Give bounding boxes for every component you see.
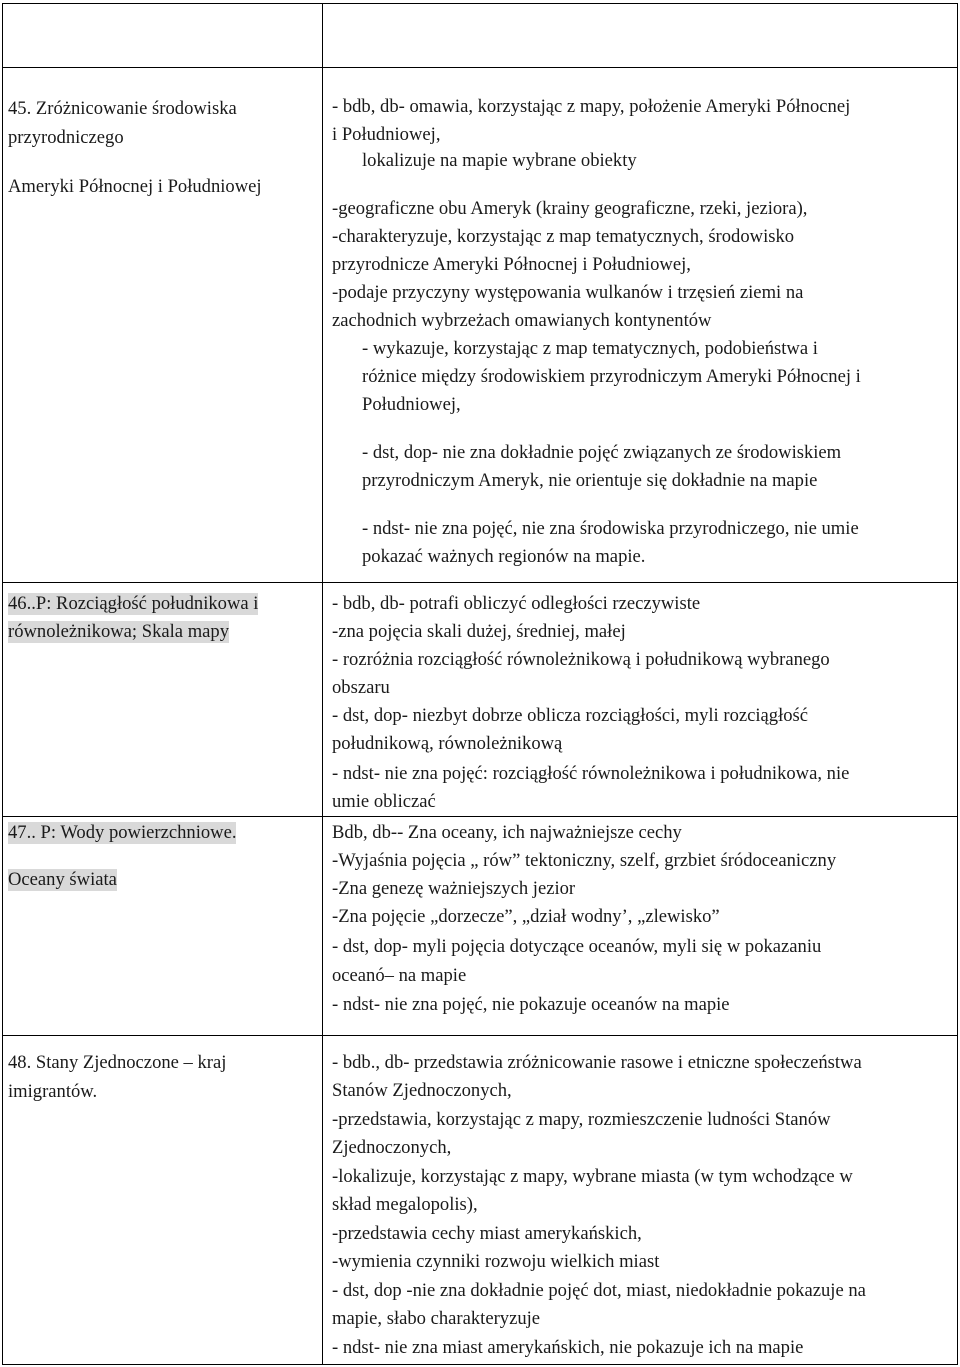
topic-46-line-1: 46..P: Rozciągłość południkowa i [8,593,259,614]
topic-46-line-2: równoleżnikowa; Skala mapy [8,621,230,642]
topic-47-line-1: 47.. P: Wody powierzchniowe. [8,822,237,843]
req-45-line-13: przyrodniczym Ameryk, nie orientuje się dokładnie na mapie [362,470,818,491]
req-48-line-11: - ndst- nie zna miast amerykańskich, nie pokazuje ich na mapie [332,1337,804,1358]
req-45-line-10: różnice między środowiskiem przyrodniczym Ameryki Północnej i [362,366,861,387]
req-48-line-7: -przedstawia cechy miast amerykańskich, [332,1223,642,1244]
req-45-line-6: przyrodnicze Ameryki Północnej i Południowej, [332,254,691,275]
req-48-line-1: - bdb., db- przedstawia zróżnicowanie rasowe i etniczne społeczeństwa [332,1052,862,1073]
req-45-line-5: -charakteryzuje, korzystając z map tematycznych, środowisko [332,226,795,247]
topic-48-line-2: imigrantów. [8,1081,98,1102]
req-46-line-6: południkową, równoleżnikową [332,733,563,754]
req-45-line-9: - wykazuje, korzystając z map tematycznych, podobieństwa i [362,338,818,359]
req-48-line-2: Stanów Zjednoczonych, [332,1080,512,1101]
req-47-line-4: -Zna pojęcie „dorzecze”, „dział wodny’, „zlewisko” [332,906,720,927]
req-45-line-8: zachodnich wybrzeżach omawianych kontynentów [332,310,712,331]
req-47-line-7: - ndst- nie zna pojęć, nie pokazuje oceanów na mapie [332,994,730,1015]
req-45-line-7: -podaje przyczyny występowania wulkanów i trzęsień ziemi na [332,282,804,303]
row-47-bottom-border [2,1035,958,1036]
header-row-bottom-border [2,67,958,68]
req-46-line-1: - bdb, db- potrafi obliczyć odległości rzeczywiste [332,593,701,614]
column-divider [322,3,323,1365]
req-47-line-6: oceanó– na mapie [332,965,467,986]
req-45-line-3: lokalizuje na mapie wybrane obiekty [362,150,637,171]
req-45-line-12: - dst, dop- nie zna dokładnie pojęć związanych ze środowiskiem [362,442,842,463]
req-46-line-3: - rozróżnia rozciągłość równoleżnikową i południkową wybranego [332,649,830,670]
req-48-line-9: - dst, dop -nie zna dokładnie pojęć dot, miast, niedokładnie pokazuje na [332,1280,866,1301]
topic-45-line-2: przyrodniczego [8,127,124,148]
req-48-line-4: Zjednoczonych, [332,1137,452,1158]
row-46-bottom-border [2,816,958,817]
table-left-border [2,3,3,1365]
req-45-line-4: -geograficzne obu Ameryk (krainy geograficzne, rzeki, jeziora), [332,198,808,219]
req-46-line-7: - ndst- nie zna pojęć: rozciągłość równoleżnikowa i południkowa, nie [332,763,850,784]
req-45-line-15: pokazać ważnych regionów na mapie. [362,546,646,567]
req-45-line-2: i Południowej, [332,124,441,145]
req-47-line-2: -Wyjaśnia pojęcia „ rów” tektoniczny, szelf, grzbiet śródoceaniczny [332,850,837,871]
topic-45-line-1: 45. Zróżnicowanie środowiska [8,98,237,119]
req-47-line-3: -Zna genezę ważniejszych jezior [332,878,576,899]
req-48-line-10: mapie, słabo charakteryzuje [332,1308,541,1329]
req-48-line-6: skład megalopolis), [332,1194,478,1215]
req-46-line-5: - dst, dop- niezbyt dobrze oblicza rozciągłości, myli rozciągłość [332,705,809,726]
req-46-line-2: -zna pojęcia skali dużej, średniej, małej [332,621,626,642]
req-48-line-5: -lokalizuje, korzystając z mapy, wybrane miasta (w tym wchodzące w [332,1166,853,1187]
table-bottom-border [2,1364,958,1365]
req-46-line-4: obszaru [332,677,390,698]
req-45-line-1: - bdb, db- omawia, korzystając z mapy, położenie Ameryki Północnej [332,96,851,117]
req-45-line-14: - ndst- nie zna pojęć, nie zna środowiska przyrodniczego, nie umie [362,518,859,539]
table-right-border [957,3,958,1365]
topic-45-line-3: Ameryki Północnej i Południowej [8,176,262,197]
req-48-line-8: -wymienia czynniki rozwoju wielkich miast [332,1251,660,1272]
topic-48-line-1: 48. Stany Zjednoczone – kraj [8,1052,227,1073]
row-45-bottom-border [2,582,958,583]
req-45-line-11: Południowej, [362,394,461,415]
req-47-line-5: - dst, dop- myli pojęcia dotyczące oceanów, myli się w pokazaniu [332,936,822,957]
req-48-line-3: -przedstawia, korzystając z mapy, rozmieszczenie ludności Stanów [332,1109,831,1130]
req-46-line-8: umie obliczać [332,791,436,812]
topic-47-line-2: Oceany świata [8,869,117,890]
table-top-border [2,3,958,4]
req-47-line-1: Bdb, db-- Zna oceany, ich najważniejsze cechy [332,822,682,843]
